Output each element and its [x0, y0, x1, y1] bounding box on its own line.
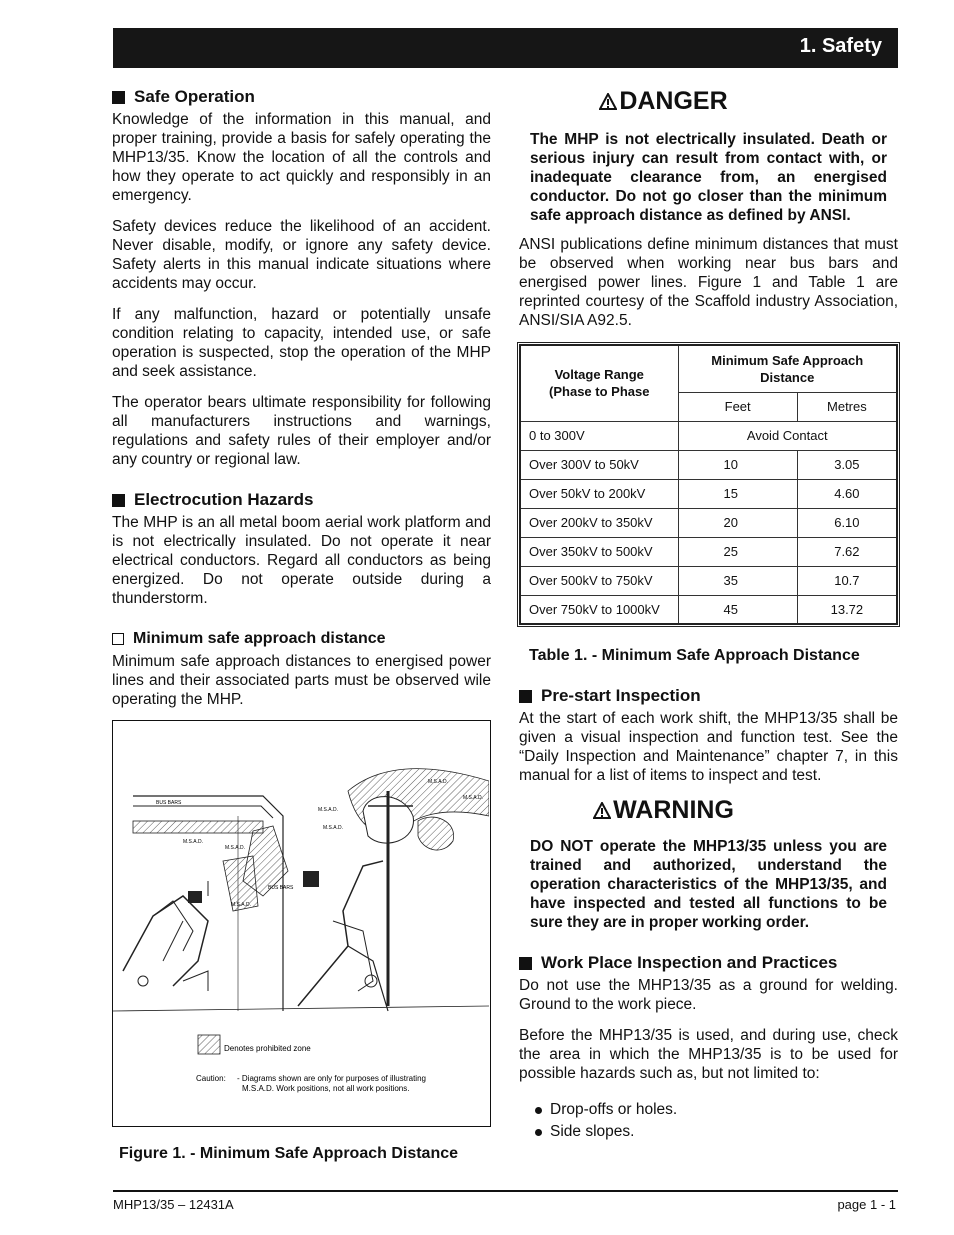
warning-triangle-icon [593, 802, 611, 819]
page-title: 1. Safety [799, 35, 882, 57]
paragraph: The MHP is an all metal boom aerial work platform and is not electrically insulated. Do not operate it near electrical conductors. Regard all conductors as being energized. Do not operate outside during a thunderstorm. [112, 514, 491, 607]
header-bar [113, 28, 898, 68]
filled-square-icon [112, 494, 125, 507]
table-row: 0 to 300V Avoid Contact [520, 421, 897, 450]
table-row: Over 500kV to 750kV 35 10.7 [520, 566, 897, 595]
feet-header: Feet [678, 392, 797, 421]
section-heading-prestart: Pre-start Inspection [519, 685, 898, 707]
bus-bars-label: BUS BARS [156, 800, 182, 806]
table-row: Over 750kV to 1000kV 45 13.72 [520, 595, 897, 624]
document-number: MHP13/35 – 12431A [113, 1197, 234, 1212]
paragraph: ANSI publications define minimum distances that must be observed when working near bus bars and energised power lines. Figure 1 and Table 1 are reprinted courtesy of the Scaffold industry Association, ANSI/SIA A92.5. [519, 236, 898, 329]
footer-divider [113, 1190, 898, 1192]
caution-text: M.S.A.D. Work positions, not all work positions. [242, 1084, 410, 1093]
legend-label: Denotes prohibited zone [224, 1044, 311, 1053]
voltage-range-header: Voltage Range (Phase to Phase [520, 345, 678, 421]
subsection-heading-msad: Minimum safe approach distance [112, 628, 491, 650]
caution-text: - Diagrams shown are only for purposes of illustrating [237, 1074, 426, 1083]
list-item: Drop-offs or holes. [535, 1099, 898, 1121]
hazard-list [535, 1099, 898, 1143]
paragraph: Do not use the MHP13/35 as a ground for welding. Ground to the work piece. [519, 977, 898, 1013]
left-column [112, 86, 491, 721]
msad-label: M.S.A.D. [428, 779, 449, 785]
msad-diagram [113, 721, 489, 1125]
open-square-icon [112, 633, 124, 645]
msad-label: M.S.A.D. [231, 902, 252, 908]
section-heading-safe-operation: Safe Operation [112, 86, 491, 108]
warning-triangle-icon [599, 93, 617, 110]
paragraph: Minimum safe approach distances to energised power lines and their associated parts must be observed wile operating the MHP. [112, 653, 491, 708]
msad-table [519, 344, 898, 625]
right-column [519, 86, 898, 1143]
bullet-icon [535, 1129, 542, 1136]
warning-body: DO NOT operate the MHP13/35 unless you are trained and authorized, understand the operation characteristics of the MHP13/35, and have inspected and tested all functions to be sure they are in proper working order. [530, 838, 887, 931]
paragraph: At the start of each work shift, the MHP13/35 shall be given a visual inspection and function test. See the “Daily Inspection and Maintenance” chapter 7, in this manual for a list of items to inspect and test. [519, 710, 898, 784]
msad-label: M.S.A.D. [318, 807, 339, 813]
figure-caption: Figure 1. - Minimum Safe Approach Distance [119, 1145, 459, 1162]
danger-body: The MHP is not electrically insulated. Death or serious injury can result from contact with, or inadequate clearance from, an energised conductor. Do not go closer than the minimum safe approach distance as defined by ANSI. [530, 131, 887, 224]
bus-bars-label: BUS BARS [268, 885, 294, 891]
table-caption: Table 1. - Minimum Safe Approach Distance [529, 647, 860, 664]
msad-label: M.S.A.D. [225, 845, 246, 851]
page-number: page 1 - 1 [837, 1197, 896, 1212]
filled-square-icon [112, 91, 125, 104]
prohibited-zone-swatch [198, 1035, 220, 1054]
section-heading-electrocution: Electrocution Hazards [112, 489, 491, 511]
msad-header: Minimum Safe Approach Distance [678, 345, 897, 392]
paragraph: If any malfunction, hazard or potentially unsafe condition relating to capacity, intended use, or safe operation is suspected, stop the operation of the MHP and seek assistance. [112, 306, 491, 380]
warning-title: WARNING [519, 795, 898, 825]
paragraph: The operator bears ultimate responsibility for following all manufacturers instructions and warnings, regulations and safety rules of their employer and/or any country or regional law. [112, 394, 491, 468]
list-item: Side slopes. [535, 1121, 898, 1143]
danger-title: DANGER [519, 86, 898, 116]
table-row: Over 200kV to 350kV 20 6.10 [520, 508, 897, 537]
figure-msad [112, 720, 491, 1127]
filled-square-icon [519, 690, 532, 703]
msad-label: M.S.A.D. [183, 839, 204, 845]
metres-header: Metres [797, 392, 897, 421]
paragraph: Before the MHP13/35 is used, and during use, check the area in which the MHP13/35 is to be used for possible hazards such as, but not limited to: [519, 1027, 898, 1082]
bullet-icon [535, 1107, 542, 1114]
caution-label: Caution: [196, 1074, 226, 1083]
filled-square-icon [519, 957, 532, 970]
section-heading-workplace: Work Place Inspection and Practices [519, 952, 898, 974]
msad-label: M.S.A.D. [463, 795, 484, 801]
paragraph: Safety devices reduce the likelihood of an accident. Never disable, modify, or ignore any safety device. Safety alerts in this manual indicate situations where accidents may occur. [112, 218, 491, 292]
table-row: Over 350kV to 500kV 25 7.62 [520, 537, 897, 566]
table-row: Over 50kV to 200kV 15 4.60 [520, 479, 897, 508]
table-row: Over 300V to 50kV 10 3.05 [520, 450, 897, 479]
paragraph: Knowledge of the information in this manual, and proper training, provide a basis for safely operating the MHP13/35. Know the location of all the controls and how they operate to act quickly and responsibly in an emergency. [112, 111, 491, 204]
msad-label: M.S.A.D. [323, 825, 344, 831]
